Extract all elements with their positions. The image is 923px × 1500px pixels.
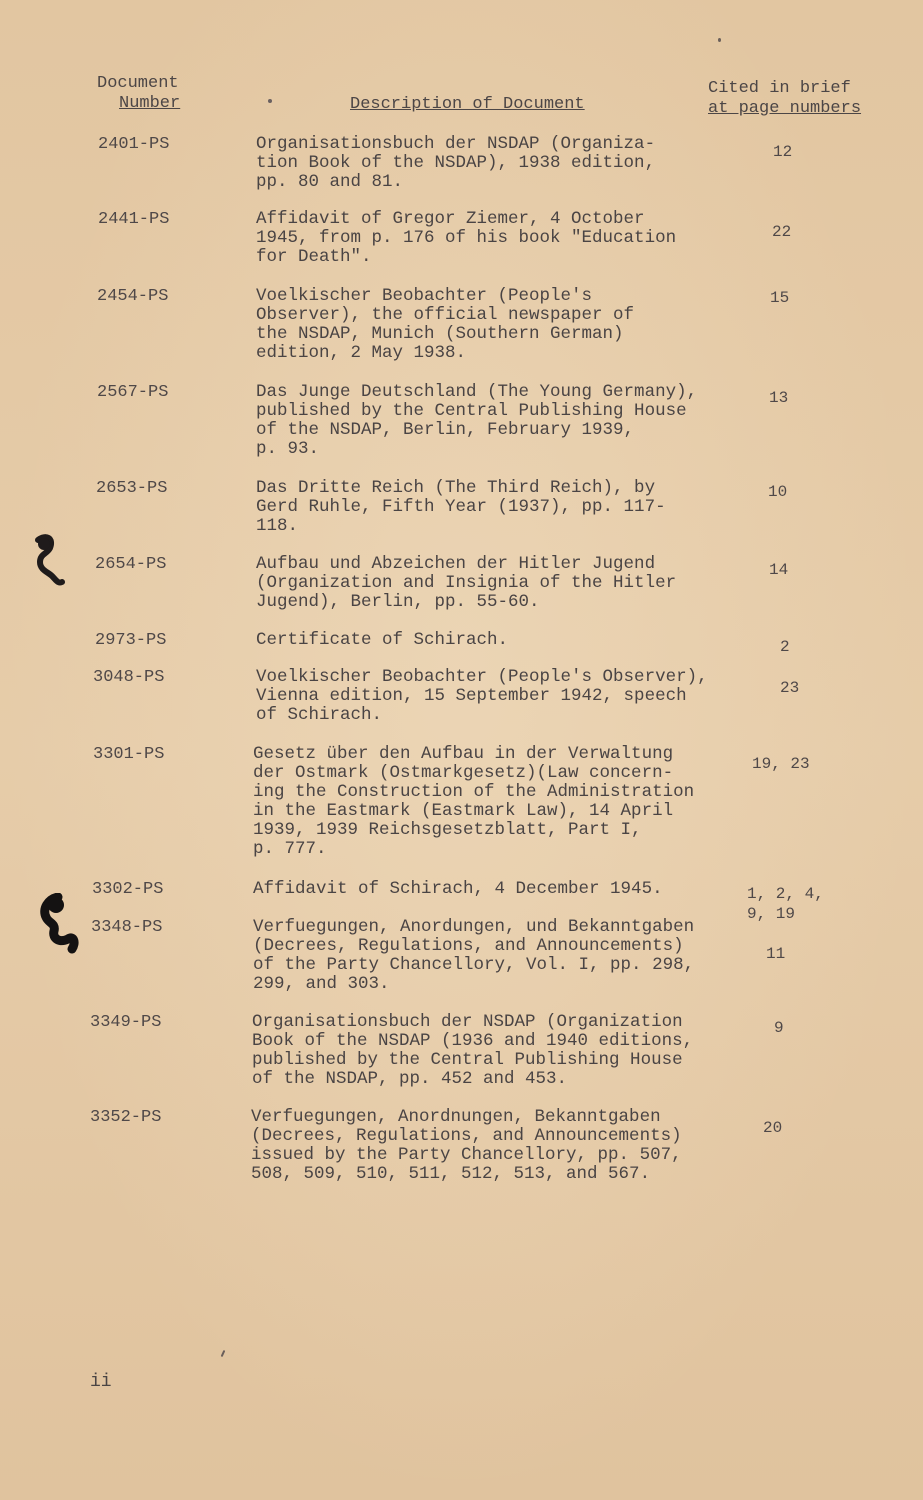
document-number: 3301-PS [93, 745, 165, 764]
cited-pages: 11 [766, 945, 786, 963]
handwritten-margin-mark [28, 532, 68, 592]
cited-pages: 20 [763, 1119, 783, 1137]
document-number: 2441-PS [98, 210, 170, 229]
document-description: Voelkischer Beobachter (People's Observer), Vienna edition, 15 September 1942, speech of Schirach. [256, 667, 708, 725]
header-doc-number-line2: Number [119, 94, 181, 113]
handwritten-margin-mark [36, 893, 82, 955]
cited-pages: 14 [769, 561, 789, 579]
cited-pages: 23 [780, 679, 800, 697]
document-description: Voelkischer Beobachter (People's Observer), the official newspaper of the NSDAP, Munich (Southern German) edition, 2 May 1938. [256, 286, 635, 363]
paper-speck [221, 1350, 226, 1357]
cited-pages: 9 [774, 1019, 784, 1037]
document-description: Aufbau und Abzeichen der Hitler Jugend (Organization and Insignia of the Hitler Jugend), Berlin, pp. 55-60. [256, 554, 677, 612]
document-number: 3349-PS [90, 1013, 162, 1032]
cited-pages: 13 [769, 389, 789, 407]
document-description: Das Junge Deutschland (The Young Germany), published by the Central Publishing House of the NSDAP, Berlin, February 1939, p. 93. [256, 382, 698, 459]
header-cited-line2: at page numbers [708, 99, 862, 118]
header-doc-number-line1: Document [97, 74, 179, 93]
document-number: 2454-PS [97, 287, 169, 306]
document-description: Organisationsbuch der NSDAP (Organiza- tion Book of the NSDAP), 1938 edition, pp. 80 and 81. [256, 134, 656, 192]
document-number: 2654-PS [95, 555, 167, 574]
document-description: Verfuegungen, Anordnungen, Bekanntgaben (Decrees, Regulations, and Announcements) issued by the Party Chancellory, pp. 507, 508, 509, 510, 511, 512, 513, and 567. [251, 1107, 682, 1184]
document-description: Verfuegungen, Anordungen, und Bekanntgaben (Decrees, Regulations, and Announcements) of the Party Chancellory, Vol. I, pp. 298, 299, and 303. [253, 917, 695, 994]
document-description: Affidavit of Gregor Ziemer, 4 October 1945, from p. 176 of his book "Education for Death". [256, 209, 677, 267]
document-description: Organisationsbuch der NSDAP (Organization Book of the NSDAP (1936 and 1940 editions, published by the Central Publishing House of the NSDAP, pp. 452 and 453. [252, 1012, 694, 1089]
column-header-cited-pages [708, 79, 861, 119]
document-number: 3048-PS [93, 668, 165, 687]
document-number: 2567-PS [97, 383, 169, 402]
document-number: 3348-PS [91, 918, 163, 937]
document-description: Das Dritte Reich (The Third Reich), by Gerd Ruhle, Fifth Year (1937), pp. 117- 118. [256, 478, 666, 536]
speck-dot [268, 99, 272, 103]
document-description: Certificate of Schirach. [256, 630, 509, 650]
document-number: 3352-PS [90, 1108, 162, 1127]
document-number: 2401-PS [98, 135, 170, 154]
cited-pages: 15 [770, 289, 790, 307]
cited-pages: 10 [768, 483, 788, 501]
page-number: ii [90, 1372, 112, 1392]
column-header-document-number [97, 74, 180, 114]
cited-pages: 22 [772, 223, 792, 241]
column-header-description: Description of Document [350, 95, 585, 114]
cited-pages: 12 [773, 143, 793, 161]
document-description: Gesetz über den Aufbau in der Verwaltung der Ostmark (Ostmarkgesetz)(Law concern- ing the Construction of the Administration in the Eastmark (Eastmark Law), 14 April 1939, 1939 Reichsgesetzblatt, Part I, p. 777. [253, 744, 695, 859]
cited-pages: 1, 2, 4, 9, 19 [747, 885, 824, 923]
document-number: 2973-PS [95, 631, 167, 650]
cited-pages: 2 [780, 638, 790, 656]
cited-pages: 19, 23 [752, 755, 810, 773]
paper-speck [718, 38, 721, 42]
document-number: 2653-PS [96, 479, 168, 498]
document-description: Affidavit of Schirach, 4 December 1945. [253, 879, 663, 899]
document-number: 3302-PS [92, 880, 164, 899]
header-cited-line1: Cited in brief [708, 79, 851, 98]
